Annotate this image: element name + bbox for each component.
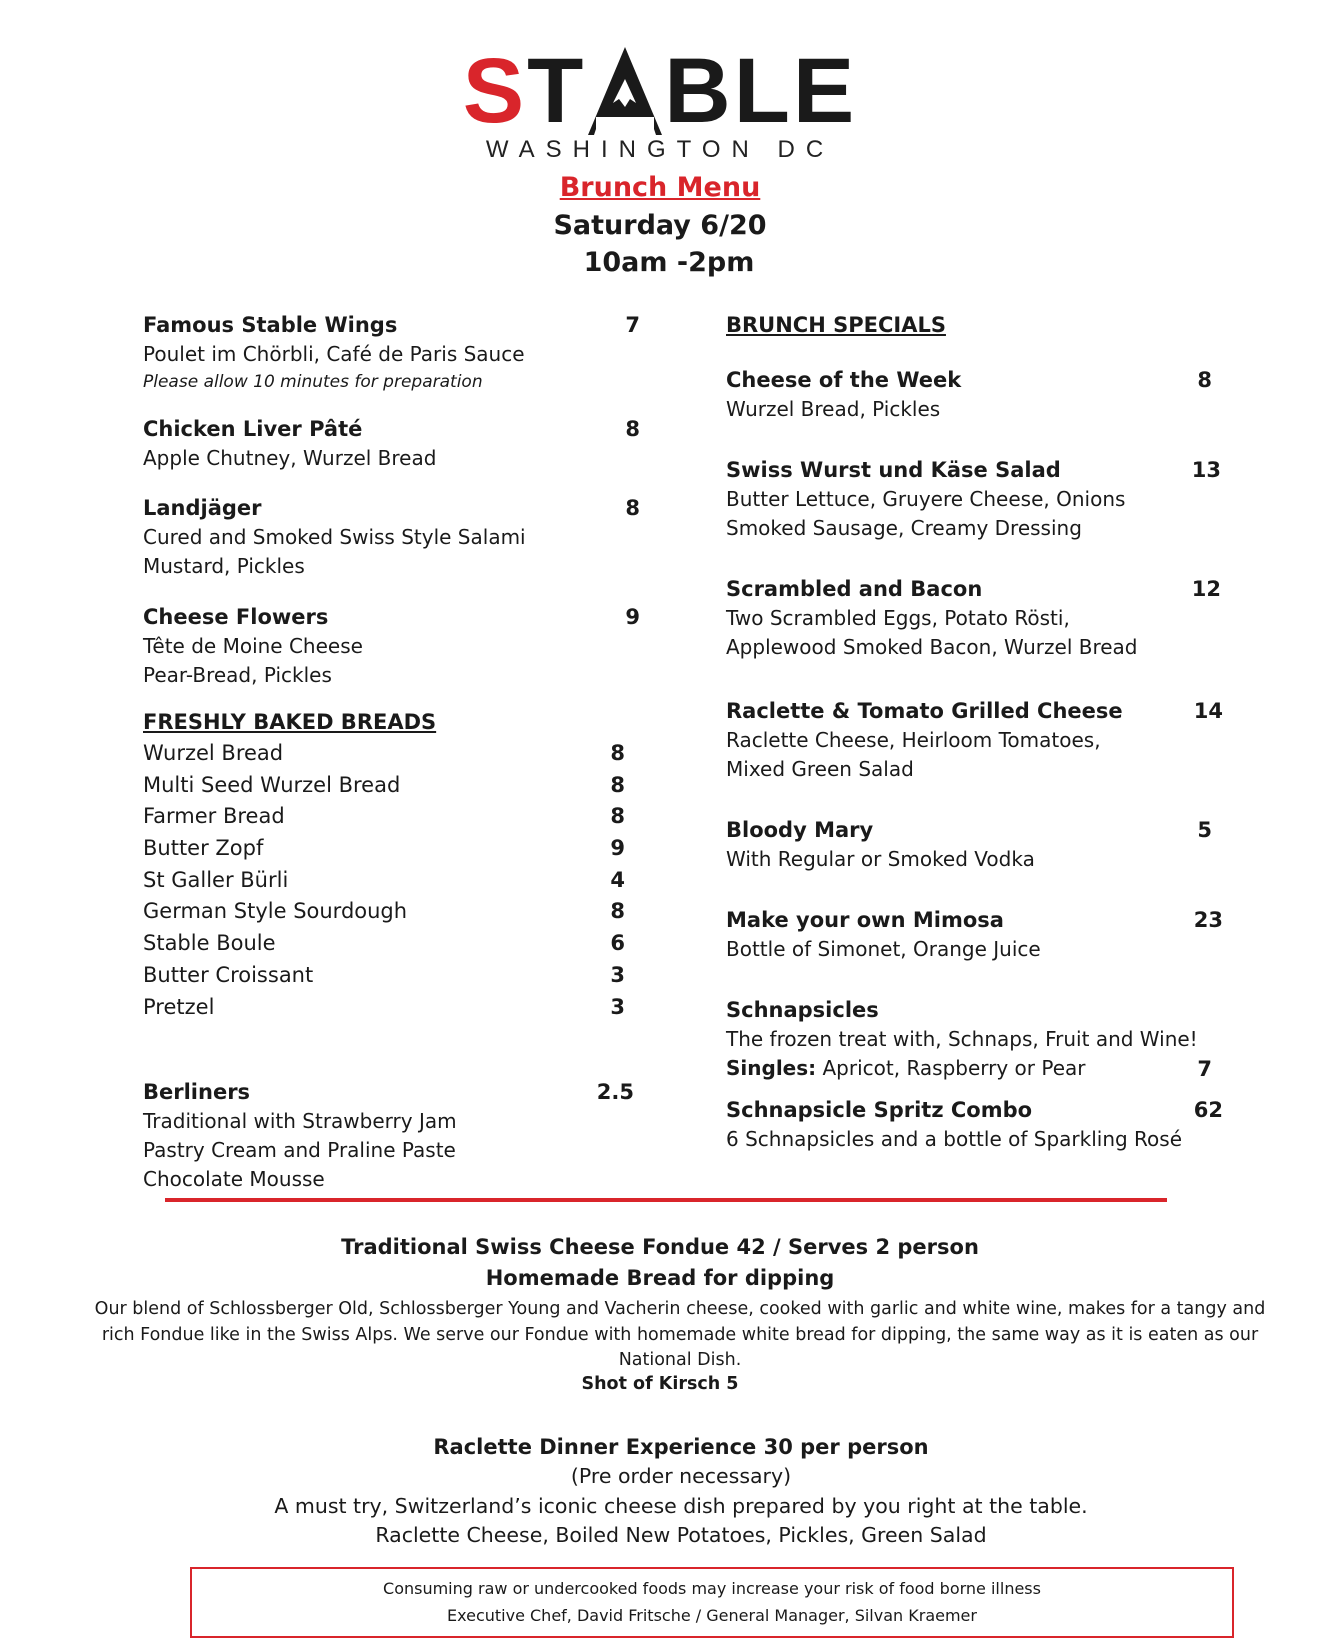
item-name: Scrambled and Bacon [726,577,983,601]
location-subtitle: WASHINGTON DC [485,136,835,163]
list-item: Butter Croissant 3 [143,962,625,987]
item-price: 23 [1193,908,1223,932]
item-price: 14 [1193,699,1223,723]
footer-notice [190,1567,1234,1638]
singles-row [726,1054,1212,1083]
breads-heading: FRESHLY BAKED BREADS [143,710,437,734]
raclette-line: (Pre order necessary) [570,1464,792,1488]
singles-label: Singles: [726,1056,817,1080]
item-desc: Raclette Cheese, Heirloom Tomatoes, [726,728,1101,752]
item-desc: Applewood Smoked Bacon, Wurzel Bread [726,635,1138,659]
fondue-heading [0,1232,1320,1294]
raclette-description [0,1462,1320,1551]
specials-heading: BRUNCH SPECIALS [726,313,946,337]
item-price: 8 [625,496,640,520]
item-price: 12 [1191,577,1221,601]
list-item: Farmer Bread 8 [143,804,625,829]
menu-item-cheese-of-week [726,365,1212,424]
item-desc: Apple Chutney, Wurzel Bread [143,446,437,470]
item-desc: 6 Schnapsicles and a bottle of Sparkling Rosé [726,1127,1183,1151]
raclette-title: Raclette Dinner Experience 30 per person [433,1435,929,1459]
item-name: Raclette & Tomato Grilled Cheese [726,699,1123,723]
item-desc: Two Scrambled Eggs, Potato Rösti, [726,606,1070,630]
item-desc: With Regular or Smoked Vodka [726,847,1035,871]
brand-logo [0,40,1320,142]
menu-item-pate [143,414,638,473]
bread-list [143,738,625,1023]
item-desc: Chocolate Mousse [143,1167,325,1191]
list-item: Pretzel 3 [143,994,625,1019]
menu-item-bloody-mary [726,815,1212,874]
item-name: Schnapsicles [726,998,879,1022]
item-name: Swiss Wurst und Käse Salad [726,458,1061,482]
menu-item-scrambled [726,574,1221,662]
logo-letters-ble: BLE [664,40,858,142]
item-price: 9 [625,605,640,629]
menu-item-mimosa [726,905,1223,964]
fondue-subtitle: Homemade Bread for dipping [485,1266,835,1290]
item-desc: Smoked Sausage, Creamy Dressing [726,516,1082,540]
menu-hours: 10am -2pm [583,247,755,278]
footer-warning: Consuming raw or undercooked foods may increase your risk of food borne illness [383,1579,1041,1598]
item-name: Schnapsicle Spritz Combo [726,1098,1033,1122]
item-name: Make your own Mimosa [726,908,1004,932]
footer-staff: Executive Chef, David Fritsche / General Manager, Silvan Kraemer [447,1606,977,1625]
fondue-title: Traditional Swiss Cheese Fondue 42 / Serves 2 person [341,1235,979,1259]
item-name: Berliners [143,1080,251,1104]
menu-item-wurst-salad [726,455,1221,543]
logo-letter-t: T [527,40,587,142]
item-price: 8 [625,417,640,441]
item-name: Famous Stable Wings [143,313,398,337]
item-desc: Cured and Smoked Swiss Style Salami [143,525,526,549]
item-desc: The frozen treat with, Schnaps, Fruit and Wine! [726,1027,1198,1051]
item-price: 8 [1197,368,1212,392]
menu-item-berliners [143,1077,634,1194]
list-item: Multi Seed Wurzel Bread 8 [143,772,625,797]
item-desc: Bottle of Simonet, Orange Juice [726,937,1041,961]
item-name: Landjäger [143,496,262,520]
menu-item-cheese-flowers [143,602,638,690]
item-price: 13 [1191,458,1221,482]
item-price: 7 [625,313,640,337]
item-name: Bloody Mary [726,818,874,842]
item-desc: Traditional with Strawberry Jam [143,1109,457,1133]
item-desc: Wurzel Bread, Pickles [726,397,941,421]
section-divider [165,1198,1167,1202]
list-item: German Style Sourdough 8 [143,899,625,924]
item-desc: Butter Lettuce, Gruyere Cheese, Onions [726,487,1126,511]
list-item: Wurzel Bread 8 [143,741,625,765]
item-price: 62 [1193,1098,1223,1122]
item-desc: Mustard, Pickles [143,554,305,578]
mountain-a-icon [586,45,664,137]
menu-item-landjager [143,493,638,581]
item-price: 2.5 [596,1080,634,1104]
fondue-description: Our blend of Schlossberger Old, Schlossberger Young and Vacherin cheese, cooked with garlic and white wine, makes for a tangy and rich Fondue like in the Swiss Alps. We serve our Fondue with homemade white bread for dipping, the same way as it is eaten as our National Dish. [94,1299,1266,1370]
list-item: Stable Boule 6 [143,931,625,956]
list-item: St Galler Bürli 4 [143,867,625,892]
menu-item-raclette-grilled [726,696,1223,784]
singles-text: Apricot, Raspberry or Pear [816,1056,1086,1080]
item-desc: Mixed Green Salad [726,757,914,781]
item-desc: Pastry Cream and Praline Paste [143,1138,456,1162]
item-name: Cheese Flowers [143,605,329,629]
menu-item-schnapsicles [726,995,1212,1083]
item-name: Chicken Liver Pâté [143,417,363,441]
item-price: 7 [1197,1057,1212,1081]
item-desc: Pear-Bread, Pickles [143,663,332,687]
menu-item-wings [143,310,638,395]
raclette-line: Raclette Cheese, Boiled New Potatoes, Pickles, Green Salad [375,1523,987,1547]
menu-item-spritz-combo [726,1095,1223,1154]
list-item: Butter Zopf 9 [143,836,625,861]
raclette-line: A must try, Switzerland’s iconic cheese dish prepared by you right at the table. [274,1493,1088,1518]
kirsch-line: Shot of Kirsch 5 [581,1374,739,1394]
item-desc: Tête de Moine Cheese [143,634,363,658]
item-note: Please allow 10 minutes for preparation [143,372,483,392]
menu-title: Brunch Menu [559,172,761,203]
item-name: Cheese of the Week [726,368,962,392]
menu-date: Saturday 6/20 [553,210,767,241]
item-desc: Poulet im Chörbli, Café de Paris Sauce [143,342,525,366]
item-price: 5 [1197,818,1212,842]
logo-letter-s: S [462,40,528,142]
